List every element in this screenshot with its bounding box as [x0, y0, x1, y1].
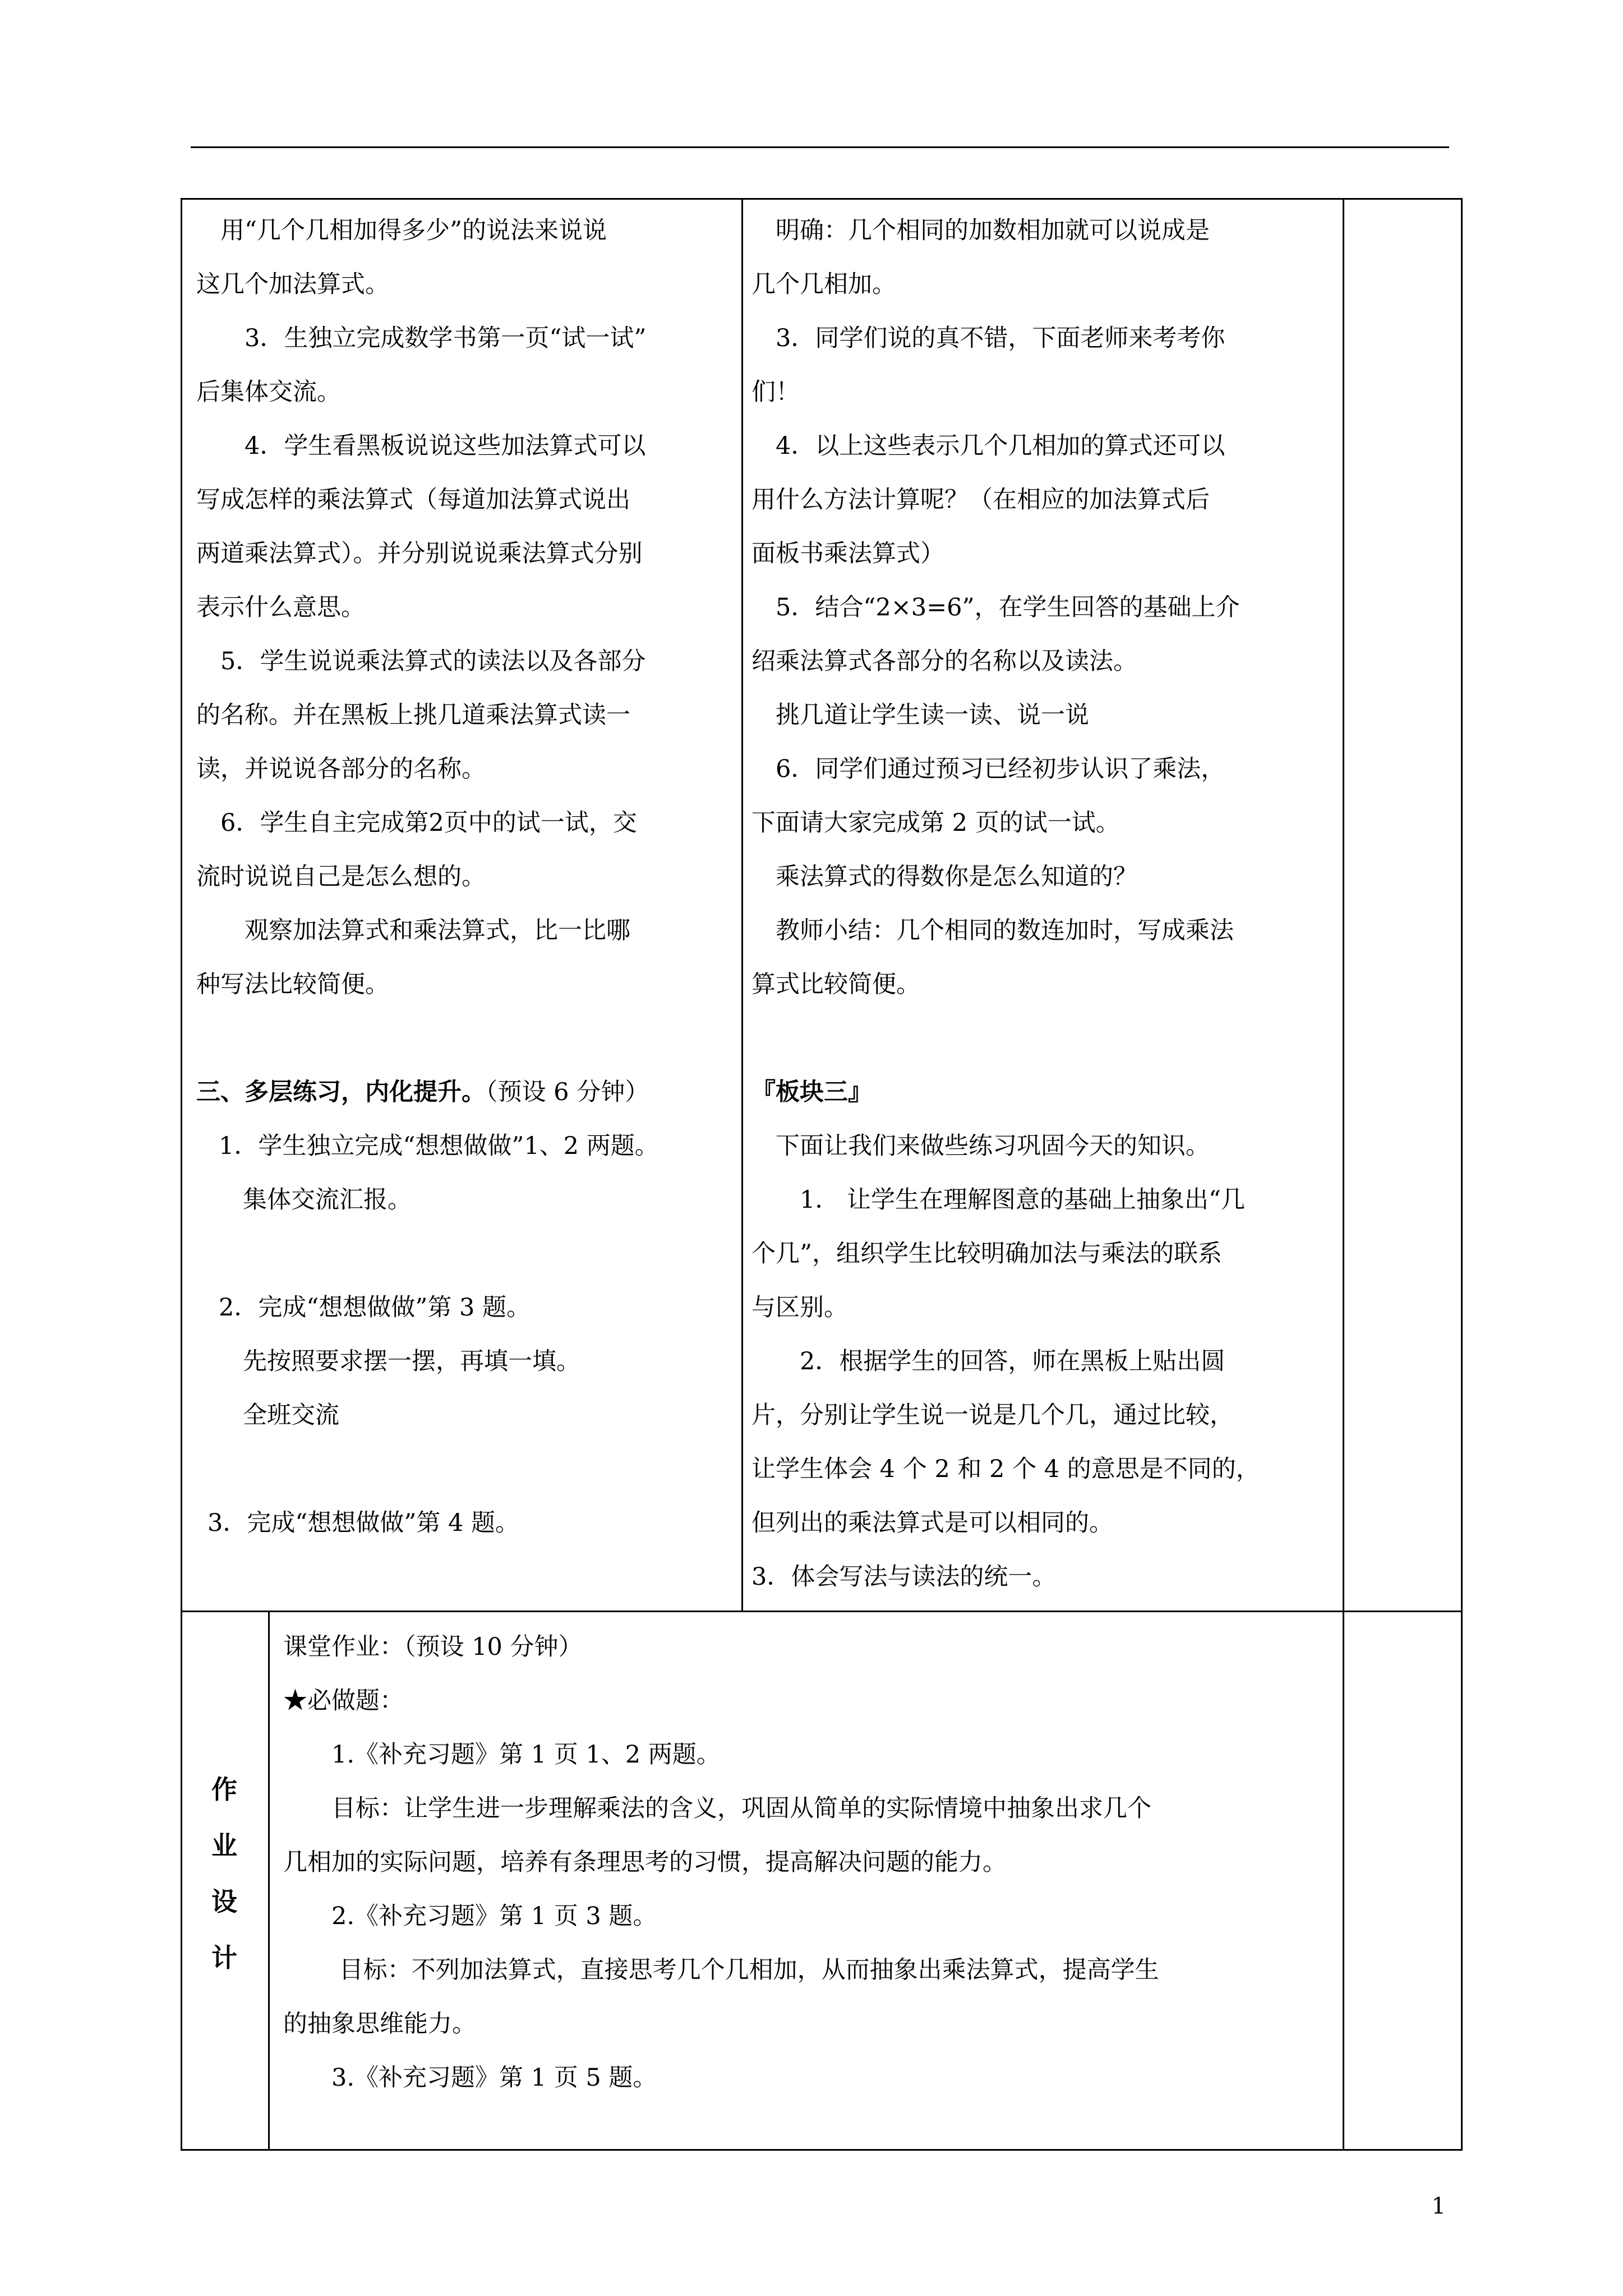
text-line: 表示什么意思。: [196, 593, 365, 622]
text-line: 绍乘法算式各部分的名称以及读法。: [751, 647, 1137, 675]
practice-item: 先按照要求摆一摆，再填一填。: [219, 1347, 580, 1375]
text-line: 几个几相加。: [751, 270, 896, 298]
text-line: 让学生体会 4 个 2 和 2 个 4 的意思是不同的，: [751, 1455, 1260, 1483]
text-line: 乘法算式的得数你是怎么知道的？: [751, 863, 1137, 891]
text-line: 6．学生自主完成第2页中的试一试，交: [196, 809, 637, 837]
teacher-guidance-cell: [751, 204, 1338, 1604]
text-line: 4．以上这些表示几个几相加的算式还可以: [751, 432, 1225, 460]
text-line: 教师小结：几个相同的数连加时，写成乘法: [751, 917, 1234, 945]
text-line: 明确：几个相同的加数相加就可以说成是: [751, 217, 1210, 245]
text-line: 种写法比较简便。: [196, 970, 389, 999]
text-line: 流时说说自己是怎么想的。: [196, 863, 486, 891]
text-line: 3．体会写法与读法的统一。: [751, 1563, 1057, 1591]
homework-line: 目标：让学生进一步理解乘法的含义，巩固从简单的实际情境中抽象出求几个: [283, 1795, 1151, 1823]
student-activity-cell: [196, 204, 735, 1550]
text-line: 们！: [751, 378, 800, 406]
text-line: 写成怎样的乘法算式（每道加法算式说出: [196, 486, 630, 514]
text-line: 5．结合“2×3=6”，在学生回答的基础上介: [751, 593, 1240, 622]
text-line: 用“几个几相加得多少”的说法来说说: [196, 217, 607, 245]
text-line: 5．学生说说乘法算式的读法以及各部分: [196, 647, 646, 675]
text-line: 但列出的乘法算式是可以相同的。: [751, 1509, 1113, 1537]
text-line: 6．同学们通过预习已经初步认识了乘法，: [751, 755, 1225, 783]
practice-item: 全班交流: [219, 1401, 339, 1429]
text-line: 用什么方法计算呢？（在相应的加法算式后: [751, 486, 1210, 514]
text-line: 下面让我们来做些练习巩固今天的知识。: [751, 1132, 1210, 1160]
practice-item: 2．完成“想想做做”第 3 题。: [219, 1294, 531, 1322]
side-label-char: 作: [211, 1774, 237, 1805]
practice-spacer: [219, 1442, 735, 1496]
side-label-char: 计: [211, 1943, 237, 1973]
text-line: 个几”，组织学生比较明确加法与乘法的联系: [751, 1240, 1222, 1268]
practice-item: 3．完成“想想做做”第 4 题。: [208, 1509, 520, 1537]
text-line: 算式比较简便。: [751, 970, 920, 999]
text-line: 4．学生看黑板说说这些加法算式可以: [196, 432, 646, 460]
homework-line: 的抽象思维能力。: [283, 2010, 476, 2038]
text-line: 观察加法算式和乘法算式，比一比哪: [196, 917, 630, 945]
practice-item: 集体交流汇报。: [219, 1186, 412, 1214]
text-line: 挑几道让学生读一读、说一说: [751, 701, 1089, 729]
block-title: 『板块三』: [751, 1078, 872, 1106]
practice-item: 1．学生独立完成“想想做做”1、2 两题。: [219, 1132, 659, 1160]
teacher-guidance-list: [751, 204, 1338, 1011]
homework-line: 1.《补充习题》第 1 页 1、2 两题。: [283, 1741, 721, 1769]
block3-list: [751, 1119, 1338, 1604]
text-line: 这几个加法算式。: [196, 270, 389, 298]
text-line: 两道乘法算式）。并分别说说乘法算式分别: [196, 540, 643, 568]
homework-line: 几相加的实际问题，培养有条理思考的习惯，提高解决问题的能力。: [283, 1848, 1007, 1876]
text-line: 面板书乘法算式）: [751, 540, 944, 568]
homework-line: ★必做题：: [283, 1687, 404, 1715]
header-rule: [191, 146, 1449, 148]
homework-line: 2.《补充习题》第 1 页 3 题。: [283, 1902, 657, 1930]
student-activity-list: [196, 204, 735, 1011]
practice-spacer: [219, 1227, 735, 1281]
text-line: 片，分别让学生说一说是几个几，通过比较，: [751, 1401, 1234, 1429]
side-label-char: 业: [211, 1830, 237, 1861]
text-line: 与区别。: [751, 1294, 848, 1322]
practice-list: [196, 1119, 735, 1550]
text-line: 下面请大家完成第 2 页的试一试。: [751, 809, 1120, 837]
homework-side-label: [202, 1761, 247, 1986]
text-line: 2．根据学生的回答，师在黑板上贴出圆: [751, 1347, 1225, 1375]
text-line: 读，并说说各部分的名称。: [196, 755, 486, 783]
text-line: 1． 让学生在理解图意的基础上抽象出“几: [751, 1186, 1246, 1214]
homework-line: 课堂作业：（预设 10 分钟）: [283, 1633, 583, 1661]
side-label-char: 设: [211, 1887, 237, 1917]
page-number: 1: [1431, 2193, 1446, 2219]
section-heading: 三、多层练习，内化提升。（预设 6 分钟）: [196, 1078, 649, 1106]
homework-line: 3.《补充习题》第 1 页 5 题。: [283, 2064, 657, 2092]
homework-line: 目标：不列加法算式，直接思考几个几相加，从而抽象出乘法算式，提高学生: [283, 1956, 1159, 1984]
text-line: 3．同学们说的真不错，下面老师来考考你: [751, 324, 1225, 352]
homework-cell: [283, 1620, 1338, 2105]
text-line: 3．生独立完成数学书第一页“试一试”: [196, 324, 647, 352]
text-line: 后集体交流。: [196, 378, 341, 406]
text-line: 的名称。并在黑板上挑几道乘法算式读一: [196, 701, 630, 729]
